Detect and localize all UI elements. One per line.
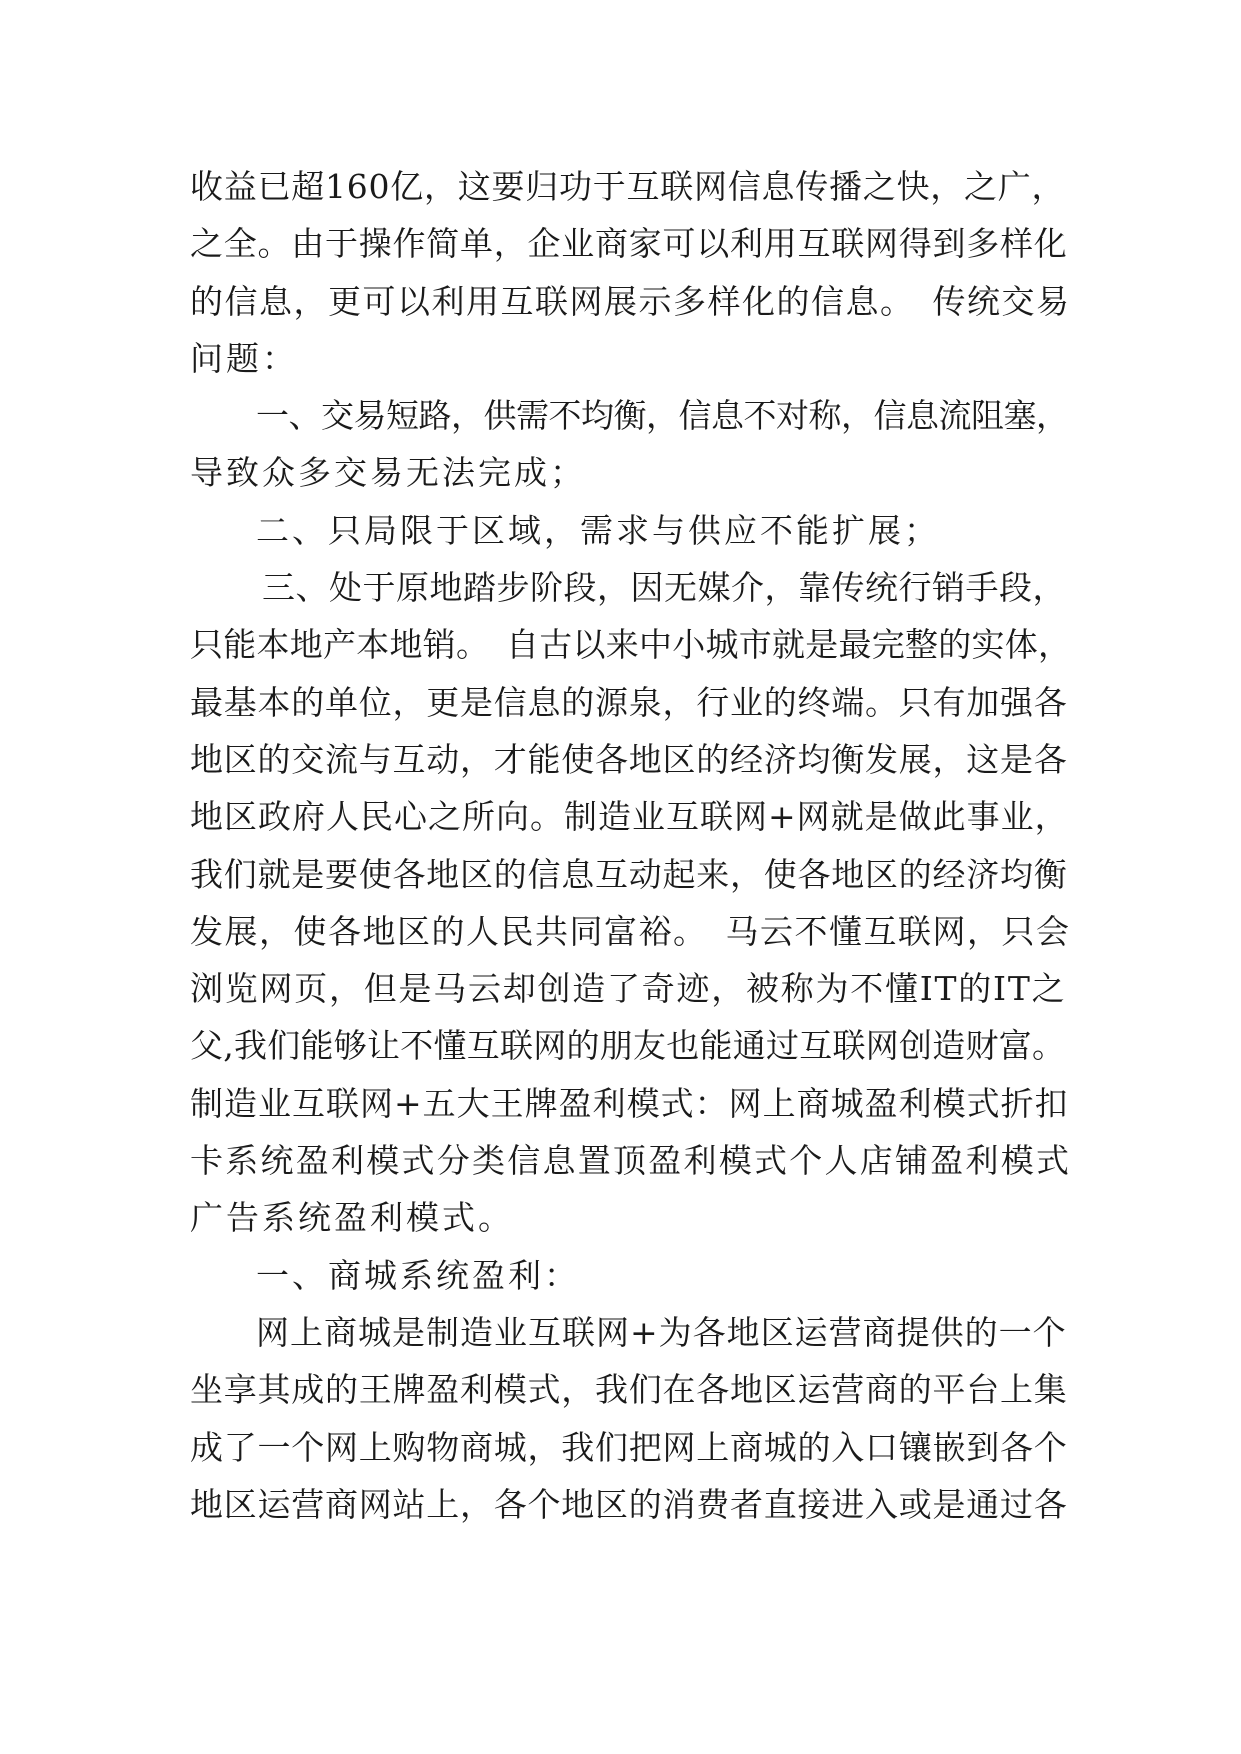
text-line: 卡系统盈利模式分类信息置顶盈利模式个人店铺盈利模式 [190,1141,1072,1181]
text-line: 的信息，更可以利用互联网展示多样化的信息。 传统交易 [190,281,1071,321]
text-line: 地区政府人民心之所向。制造业互联网+网就是做此事业， [190,797,1069,837]
text-line: 地区的交流与互动，才能使各地区的经济均衡发展，这是各 [190,739,1068,779]
text-line: 发展，使各地区的人民共同富裕。 马云不懂互联网，只会 [190,911,1071,951]
section-heading: 一、商城系统盈利： [256,1255,580,1295]
text-line: 网上商城是制造业互联网+为各地区运营商提供的一个 [256,1312,1067,1352]
text-line: 坐享其成的王牌盈利模式，我们在各地区运营商的平台上集 [190,1370,1068,1410]
text-line: 导致众多交易无法完成； [190,453,586,493]
text-line: 成了一个网上购物商城，我们把网上商城的入口镶嵌到各个 [190,1427,1068,1467]
text-line: 三、处于原地踏步阶段，因无媒介，靠传统行销手段， [262,568,1066,608]
text-line: 只能本地产本地销。 自古以来中小城市就是最完整的实体， [190,625,1072,665]
text-line: 浏览网页，但是马云却创造了奇迹，被称为不懂IT的IT之 [190,969,1067,1009]
text-line: 问题： [190,338,298,378]
text-line: 之全。由于操作简单，企业商家可以利用互联网得到多样化 [190,224,1068,264]
text-line: 父,我们能够让不懂互联网的朋友也能通过互联网创造财富。 [190,1026,1066,1066]
text-line: 广告系统盈利模式。 [190,1198,514,1238]
text-line: 最基本的单位，更是信息的源泉，行业的终端。只有加强各 [190,682,1068,722]
text-line: 制造业互联网+五大王牌盈利模式：网上商城盈利模式折扣 [190,1083,1069,1123]
text-line: 二、只局限于区域，需求与供应不能扩展； [256,510,940,550]
text-line: 一、交易短路，供需不均衡，信息不对称，信息流阻塞， [256,396,1069,436]
text-line: 我们就是要使各地区的信息互动起来，使各地区的经济均衡 [190,854,1068,894]
text-line: 地区运营商网站上，各个地区的消费者直接进入或是通过各 [190,1484,1068,1524]
text-line: 收益已超160亿，这要归功于互联网信息传播之快，之广， [190,167,1066,206]
body-text [190,158,1070,1533]
